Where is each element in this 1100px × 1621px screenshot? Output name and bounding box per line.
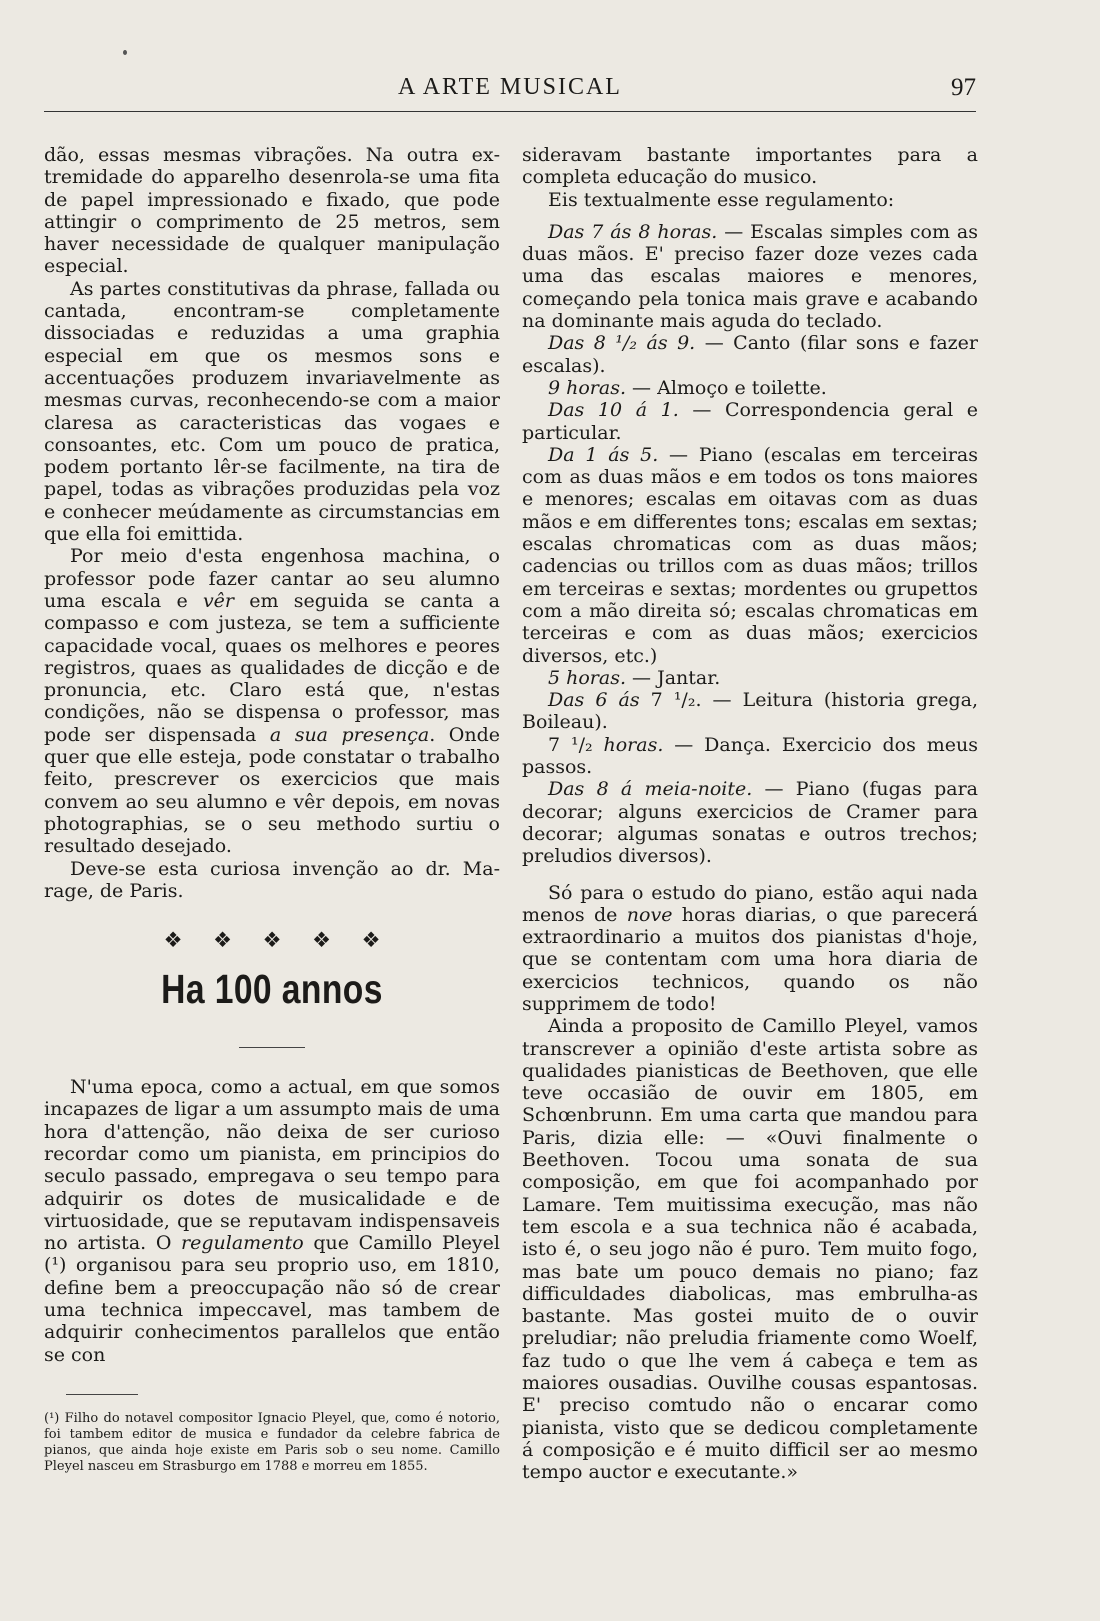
schedule-item: 5 horas. — Jantar. [548,666,721,689]
footnote-rule [66,1394,138,1395]
schedule-item: 9 horas. — Almoço e toilette. [548,376,827,399]
paragraph-beethoven: Ainda a proposito de Camillo Pleyel, vamos transcrever a opinião d'este artista sobre as qualidades pianisticas de Beethoven, que elle teve occasião de ouvir em 1805, em Schœnbrunn. Em uma carta que mandou para Paris, dizia elle: — «Ouvi finalmente o Beethoven. Tocou uma sonata de sua composição, em que foi acompanhado por Lamare. Tem muitissima execução, mas não tem escola e a sua technica não é acabada, isto é, o seu jogo não é puro. Tem muito fogo, mas bate um pouco demais no piano; faz difficuldades diabolicas, mas embrulha-as bastante. Mas gostei muito de o ouvir preludiar; não preludia friamente como Woelf, faz tudo o que lhe vem á cabeça e tem as maiores ousadias. Ouvilhe cousas espantosas. E' preciso comtudo não o encarar como pianista, visto que se dedicou completamente á composição e é muito difficil ser ao mesmo tempo auctor e executante.» [522,1015,978,1484]
paragraph-continuation: dão, essas mesmas vibrações. Na outra extremidade do apparelho desenrola-se uma fita de papel impressionado e fixado, que pode attingir o comprimento de 25 metros, sem haver necessidade de qualquer manipulação especial. [44,144,500,278]
running-title: A ARTE MUSICAL [398,74,622,100]
page-number: 97 [951,74,976,101]
schedule-item: 7 ¹/₂ horas. — Dança. Exercicio dos meus passos. [522,733,978,779]
schedule-item: Das 10 á 1. — Correspondencia geral e particular. [522,399,978,444]
schedule-item: Das 6 ás 7 ¹/₂. — Leitura (historia grega, Boileau). [522,689,979,734]
schedule-item: Das 7 ás 8 horas. — Escalas simples com as duas mãos. E' preciso fazer doze vezes cada uma das escalas maiores e menores, começando pela tonica mais grave e acabando na dominante mais aguda do teclado. [522,220,978,333]
paragraph-nove-horas: Só para o estudo do piano, estão aqui nada menos de nove horas diarias, o que parecerá extraordinario a muitos dos pianistas d'hoje, que se contentam com uma hora diaria de exercicios technicos, quando os não supprimem de todo! [522,881,978,1015]
right-column [522,144,978,1484]
paragraph-phrase-parts: As partes constitutivas da phrase, fallada ou cantada, encontram-se completamente dissociadas e reduzidas a uma graphia especial em que os mesmos sons e accentuações produzem invariavelmente as mesmas curvas, reconhecendo-se com a maior claresa as caracteristicas das vogaes e consoantes, etc. Com um pouco de pratica, podem portanto lêr-se facilmente, na tira de papel, todas as vibrações produzidas pela voz e conhecer meúdamente as circumstancias em que ella foi emittida. [44,277,500,546]
ink-spot [123,50,127,55]
schedule-item: Da 1 ás 5. — Piano (escalas em terceiras com as duas mãos e em todos os tons maiores e menores; escalas em oitavas com as duas mãos e em differentes tons; escalas em sextas; escalas chromaticas com as duas mãos; cadencias ou trillos com as duas mãos; trillos em terceiras e sextas; mordentes ou grupettos com a mão direita só; escalas chromaticas em terceiras e com as duas mãos; exercicios diversos, etc.) [522,443,978,667]
ornament-divider: ❖ ❖ ❖ ❖ ❖ [163,928,393,953]
paragraph-epoca: N'uma epoca, como a actual, em que somos incapazes de ligar a um assumpto mais de uma hora d'attenção, não deixa de ser curioso recordar como um pianista, em principios do seculo passado, empregava o seu tempo para adquirir os dotes de musicalidade e de virtuosidade, que se reputavam indispensaveis no artista. O regulamento que Camillo Pleyel (¹) organisou para seu proprio uso, em 1810, define bem a preoccupação não só de crear uma technica impeccavel, mas tambem de adquirir conhecimentos parallelos que então se con [44,1076,500,1366]
header-rule [44,111,976,112]
paragraph-machine: Por meio d'esta engenhosa machina, o professor pode fazer cantar ao seu alumno uma escala e vêr em seguida se canta a compasso e com justeza, se tem a sufficiente capacidade vocal, quaes os melhores e peores registros, quaes as qualidades de dicção e de pronuncia, etc. Claro está que, n'estas condições, não se dispensa o professor, mas pode ser dispensada a sua presença. Onde quer que elle esteja, pode constatar o trabalho feito, prescrever os exercicios que mais convem ao seu alumno e vêr depois, em novas photographias, se o seu methodo surtiu o resultado desejado. [44,545,500,858]
paragraph-regulamento-intro: Eis textualmente esse regulamento: [548,188,895,211]
footnote: (¹) Filho do notavel compositor Ignacio Pleyel, que, como é notorio, foi tambem editor de musica e fundador da celebre fabrica de pianos, que ainda hoje existe em Paris sob o seu nome. Camillo Pleyel nasceu em Strasburgo em 1788 e morreu em 1855. [44,1410,500,1474]
paragraph-invention: Deve-se esta curiosa invenção ao dr. Marage, de Paris. [44,857,500,902]
left-column [44,144,500,1475]
schedule-item: Das 8 ¹/₂ ás 9. — Canto (filar sons e fazer escalas). [522,332,978,377]
schedule-item: Das 8 á meia-noite. — Piano (fugas para decorar; alguns exercicios de Cramer para decorar; algumas sonatas e outros trechos; preludios diversos). [522,778,978,868]
section-title: Ha 100 annos [161,966,383,1013]
page-header [44,74,976,104]
paragraph-continuation-right: sideravam bastante importantes para a completa educação do musico. [522,144,978,189]
